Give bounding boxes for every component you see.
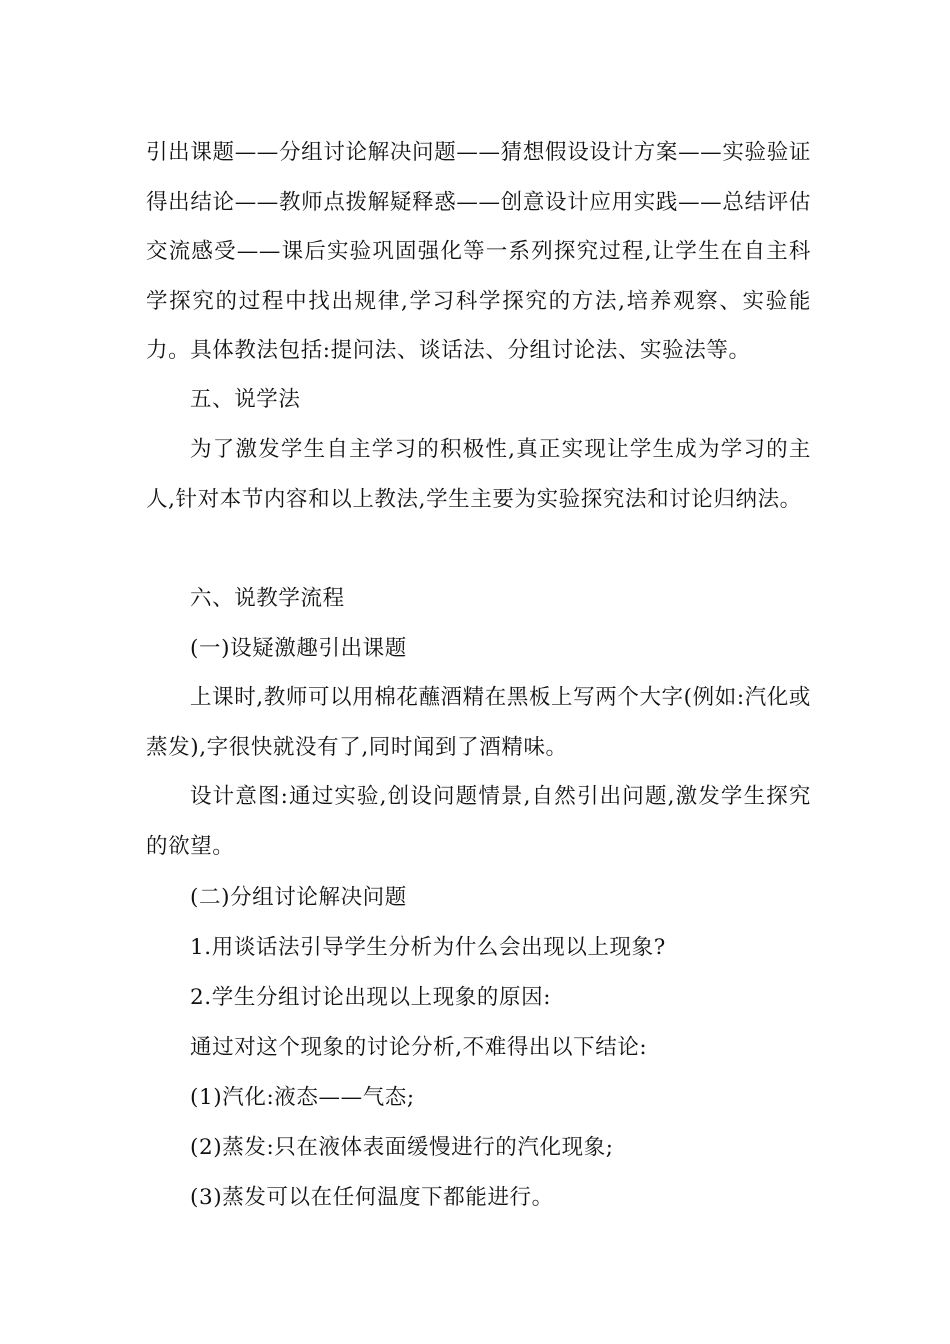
list-item-1: 1.用谈话法引导学生分析为什么会出现以上现象? [190, 935, 666, 960]
conclusion-item-2: (2)蒸发:只在液体表面缓慢进行的汽化现象; [190, 1135, 614, 1160]
section-heading-learning-method: 五、说学法 [190, 387, 301, 412]
design-intent-paragraph: 设计意图:通过实验,创设问题情景,自然引出问题,激发学生探究的欲望。 [146, 784, 811, 859]
learning-method-paragraph: 为了激发学生自主学习的积极性,真正实现让学生成为学习的主人,针对本节内容和以上教法,学生主要为实验探究法和讨论归纳法。 [146, 437, 811, 512]
list-item-2: 2.学生分组讨论出现以上现象的原因: [190, 985, 552, 1010]
section-heading-teaching-process: 六、说教学流程 [190, 586, 345, 611]
subsection-heading-1: (一)设疑激趣引出课题 [190, 636, 407, 661]
conclusion-item-3: (3)蒸发可以在任何温度下都能进行。 [190, 1185, 554, 1210]
conclusion-intro: 通过对这个现象的讨论分析,不难得出以下结论: [190, 1035, 648, 1060]
conclusion-item-1: (1)汽化:液态——气态; [190, 1085, 415, 1110]
subsection-heading-2: (二)分组讨论解决问题 [190, 885, 407, 910]
class-start-paragraph: 上课时,教师可以用棉花蘸酒精在黑板上写两个大字(例如:汽化或蒸发),字很快就没有了,同时闻到了酒精味。 [146, 685, 811, 760]
teaching-method-paragraph: 引出课题——分组讨论解决问题——猜想假设设计方案——实验验证得出结论——教师点拨解疑释惑——创意设计应用实践——总结评估交流感受——课后实验巩固强化等一系列探究过程,让学生在自主科学探究的过程中找出规律,学习科学探究的方法,培养观察、实验能力。具体教法包括:提问法、谈话法、分组讨论法、实验法等。 [146, 140, 811, 363]
